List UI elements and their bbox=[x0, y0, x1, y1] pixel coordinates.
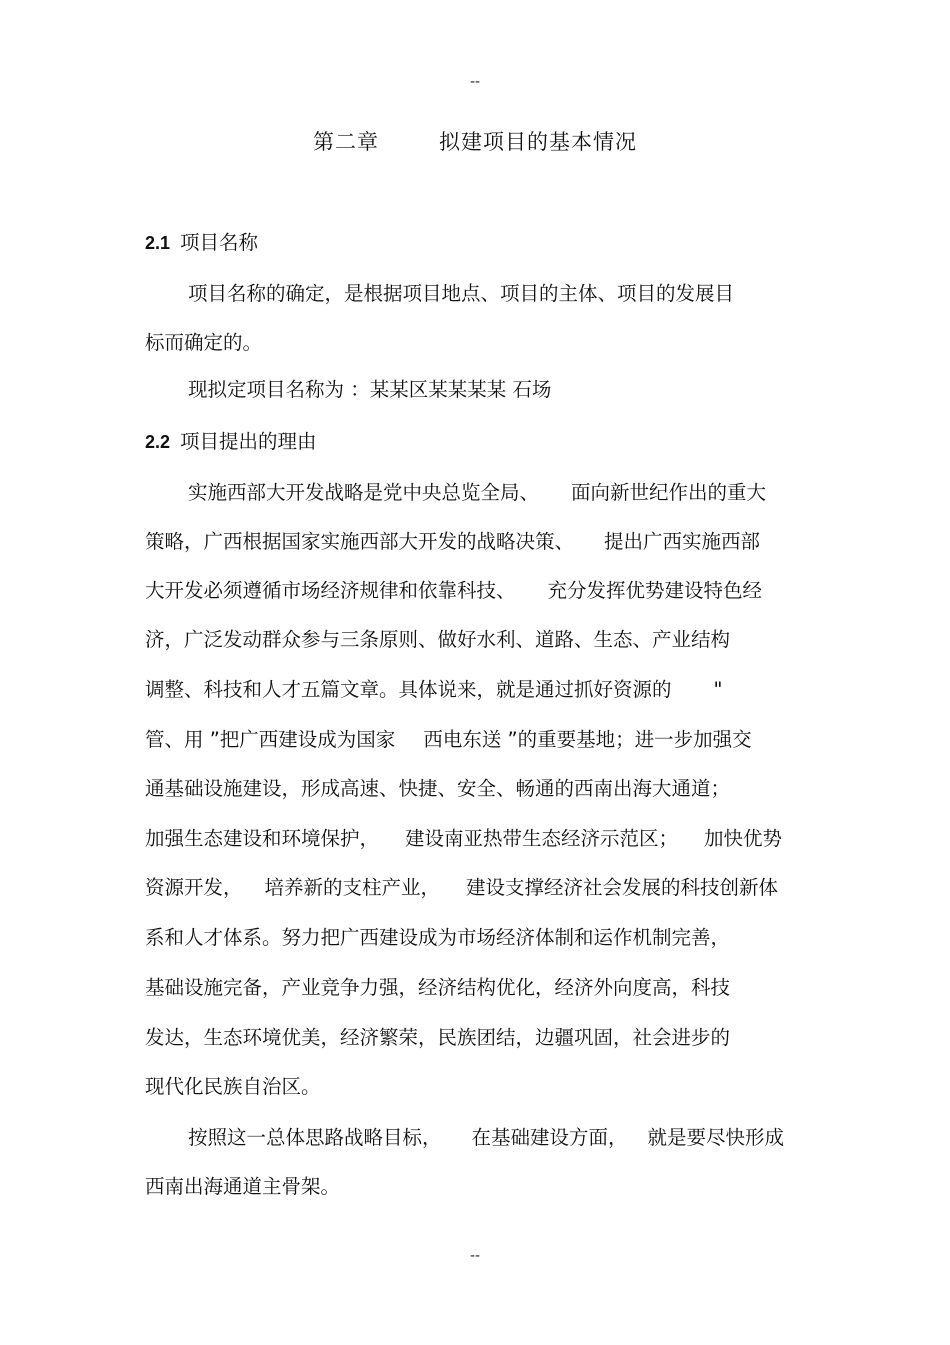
text-run: 加强生态建设和环境保护， bbox=[145, 827, 380, 850]
paragraph-line: 济，广泛发动群众参与三条原则、做好水利、道路、生态、产业结构 bbox=[145, 628, 731, 651]
text-run: " bbox=[713, 678, 723, 701]
text-run: 面向新世纪作出的重大 bbox=[571, 481, 767, 504]
page-header-mark: -- bbox=[469, 74, 481, 90]
text-run: 实施西部大开发战略是党中央总览全局、 bbox=[188, 481, 540, 504]
text-run: 调整、科技和人才五篇文章。具体说来，就是通过抓好资源的 bbox=[145, 678, 672, 701]
paragraph-line: 现代化民族自治区。 bbox=[145, 1075, 321, 1098]
text-run: 培养新的支柱产业， bbox=[264, 876, 441, 899]
text-run: 资源开发， bbox=[145, 876, 243, 899]
paragraph-line bbox=[145, 676, 723, 704]
page-footer-mark: -- bbox=[469, 1248, 481, 1264]
text-run: 管、用 ”把广西建设成为国家 bbox=[145, 728, 396, 751]
text-run: 大开发必须遵循市场经济规律和依靠科技、 bbox=[145, 579, 516, 602]
section-heading bbox=[145, 229, 258, 257]
paragraph-line bbox=[188, 1124, 784, 1152]
section-number: 2.2 bbox=[145, 432, 171, 452]
paragraph-line: 系和人才体系。努力把广西建设成为市场经济体制和运作机制完善， bbox=[145, 926, 731, 949]
paragraph-line: 项目名称的确定，是根据项目地点、项目的主体、项目的发展目 bbox=[188, 282, 735, 305]
section-heading bbox=[145, 428, 317, 456]
text-run: 充分发挥优势建设特色经 bbox=[547, 579, 763, 602]
text-run: 提出广西实施西部 bbox=[604, 530, 761, 553]
paragraph-line: 现拟定项目名称为 ：某某区某某某某 石场 bbox=[188, 378, 552, 401]
chapter-number: 第二章 bbox=[313, 130, 379, 154]
text-run: 建设南亚热带生态经济示范区； bbox=[405, 827, 679, 850]
paragraph-line: 发达，生态环境优美，经济繁荣，民族团结，边疆巩固，社会进步的 bbox=[145, 1026, 731, 1049]
paragraph-line bbox=[145, 874, 778, 902]
paragraph-line bbox=[188, 479, 766, 507]
text-run: 就是要尽快形成 bbox=[647, 1126, 785, 1149]
paragraph-line: 西南出海通道主骨架。 bbox=[145, 1175, 341, 1198]
section-number: 2.1 bbox=[145, 233, 171, 253]
section-title: 项目名称 bbox=[180, 231, 259, 254]
paragraph-line bbox=[145, 577, 762, 605]
paragraph-line bbox=[145, 528, 760, 556]
text-run: 按照这一总体思路战略目标， bbox=[188, 1126, 442, 1149]
text-run: 在基础建设方面， bbox=[471, 1126, 628, 1149]
text-run: 策略，广西根据国家实施西部大开发的战略决策、 bbox=[145, 530, 575, 553]
chapter-title-text: 拟建项目的基本情况 bbox=[439, 130, 637, 154]
chapter-title bbox=[0, 126, 950, 156]
paragraph-line bbox=[145, 726, 752, 754]
paragraph-line: 基础设施完备，产业竞争力强，经济结构优化，经济外向度高，科技 bbox=[145, 976, 731, 999]
text-run: 建设支撑经济社会发展的科技创新体 bbox=[466, 876, 779, 899]
paragraph-line: 通基础设施建设，形成高速、快捷、安全、畅通的西南出海大通道； bbox=[145, 777, 731, 800]
text-run: 加快优势 bbox=[704, 827, 783, 850]
paragraph-line: 标而确定的。 bbox=[145, 331, 263, 354]
section-title: 项目提出的理由 bbox=[180, 430, 317, 453]
text-run: 西电东送 ”的重要基地；进一步加强交 bbox=[423, 728, 752, 751]
paragraph-line bbox=[145, 825, 782, 853]
